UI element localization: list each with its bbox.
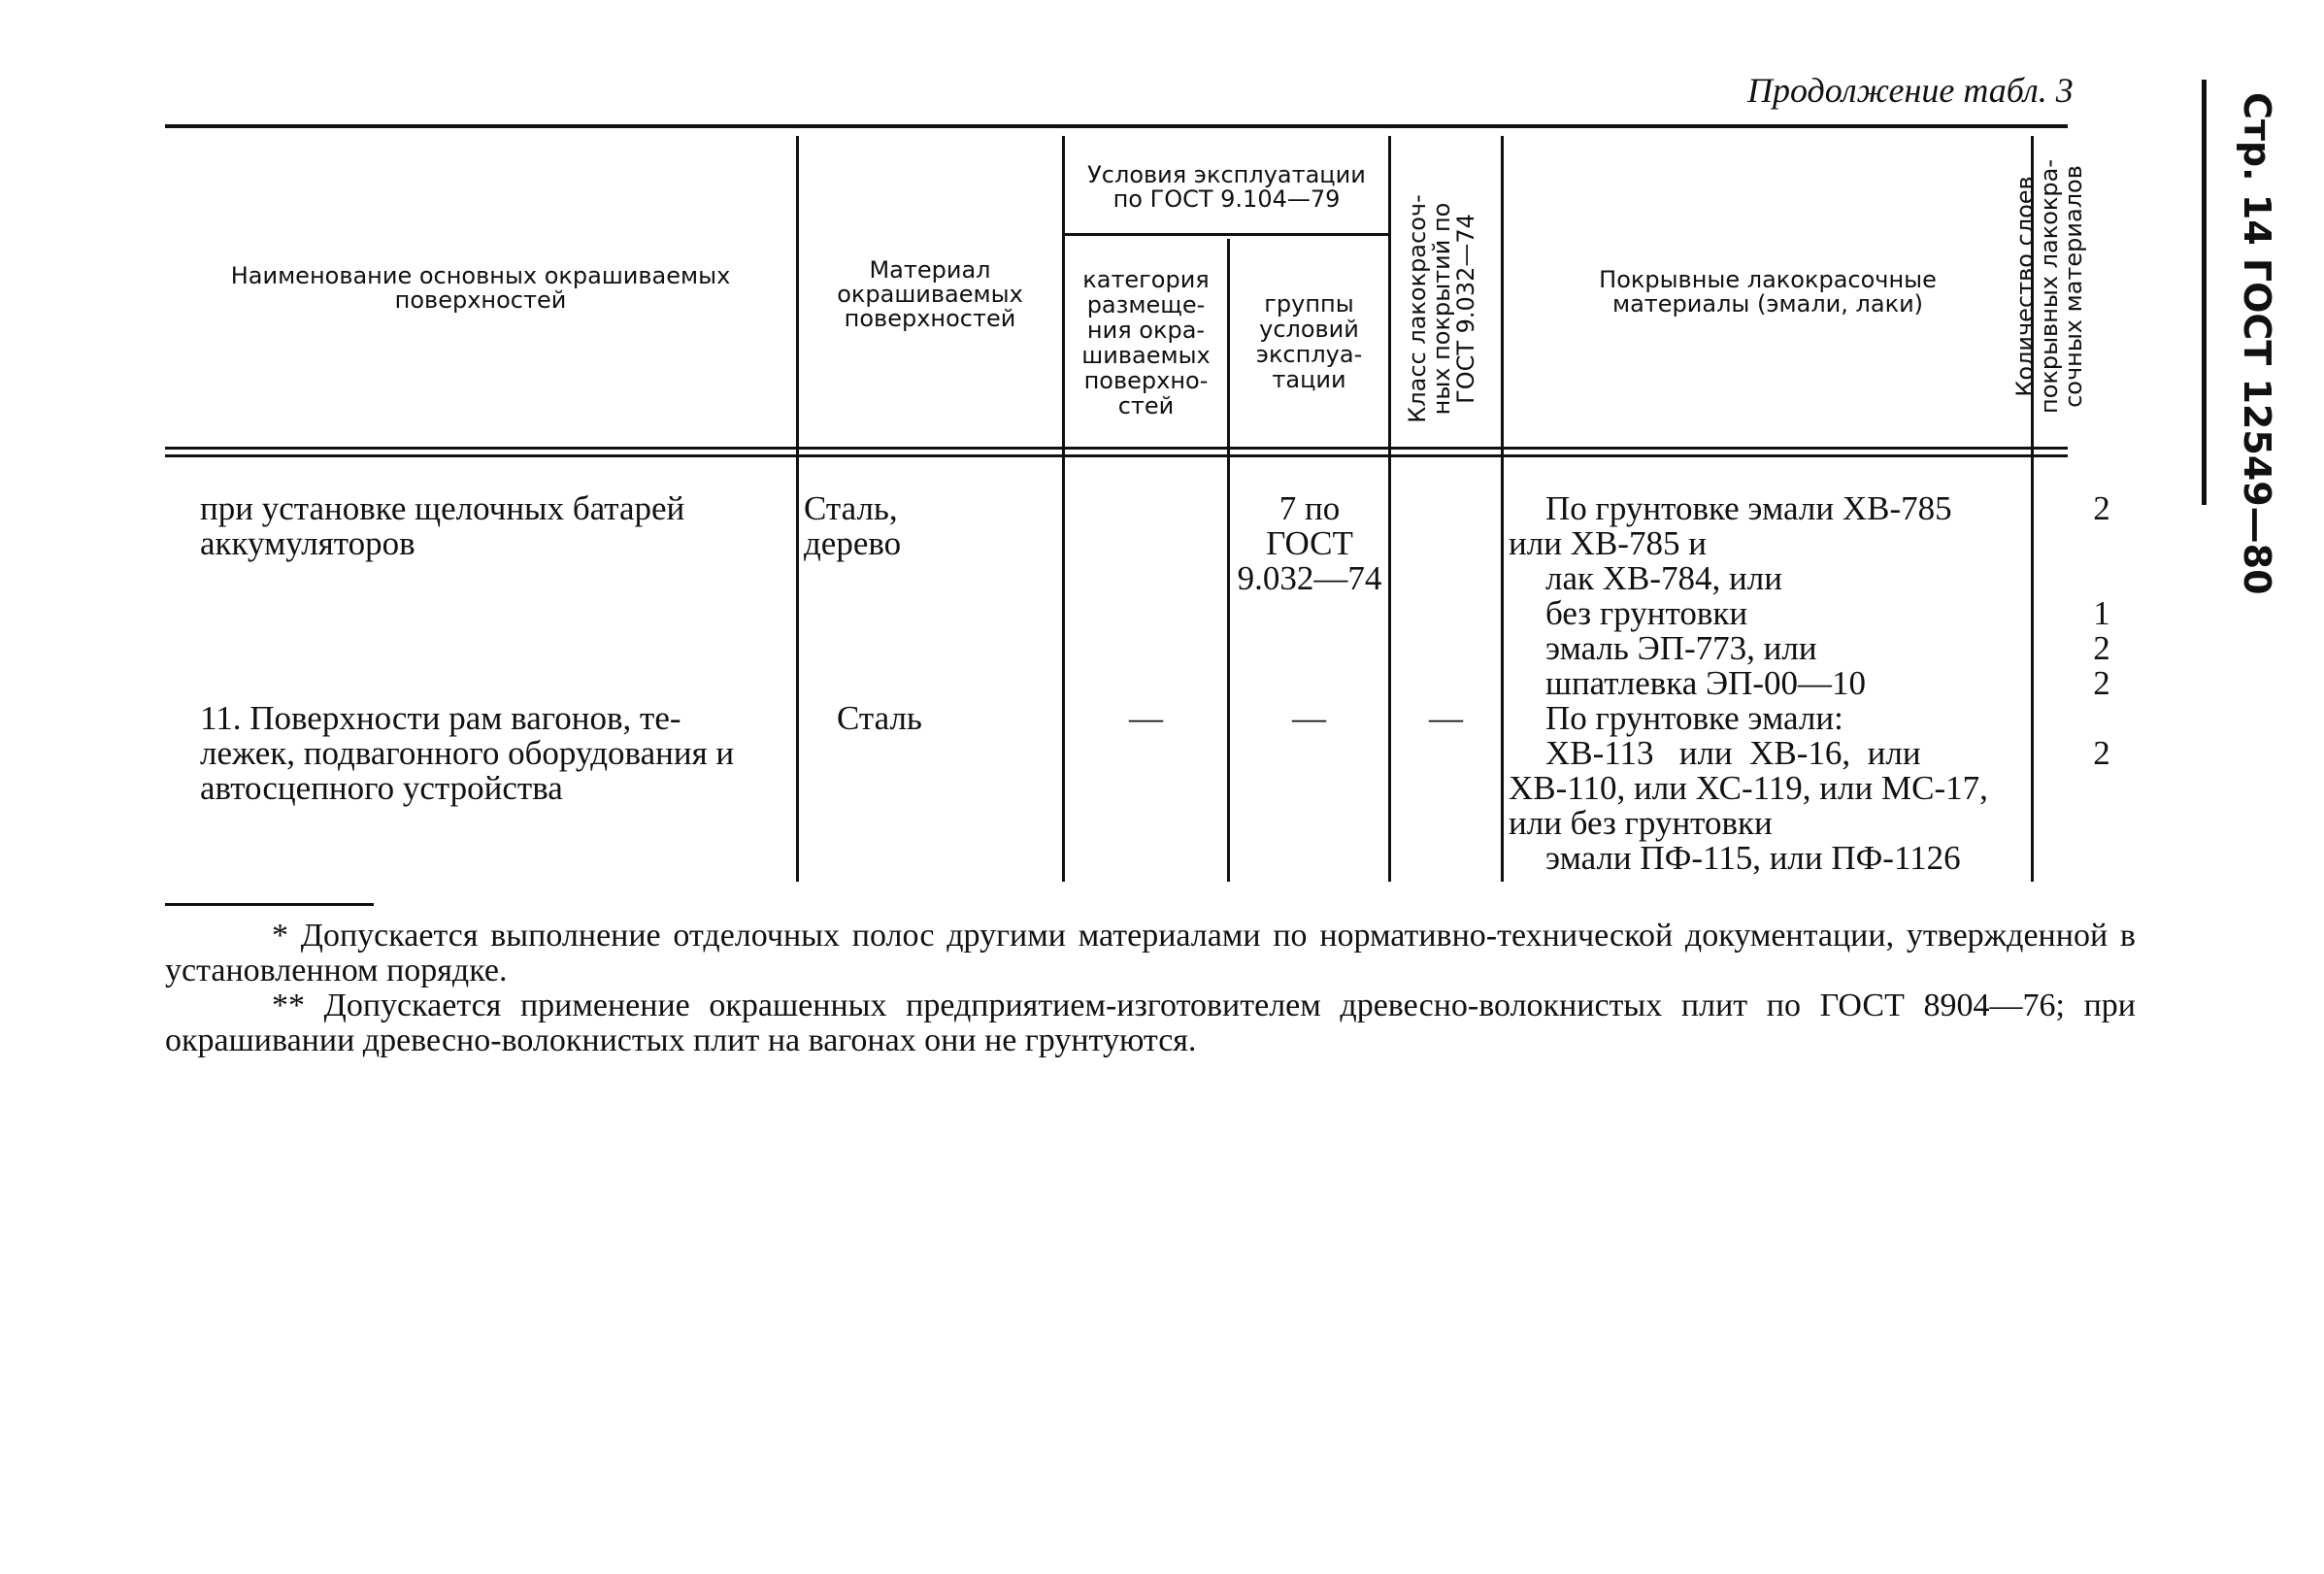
row2-material: Сталь <box>837 699 922 737</box>
header-conditions-group: Условия эксплуатации по ГОСТ 9.104—79 <box>1087 161 1366 213</box>
row2-material-line-5: эмали ПФ-115, или ПФ-1126 <box>1545 839 1961 877</box>
row1-layers-6: 2 <box>2093 664 2110 702</box>
row1-layers-1: 2 <box>2093 489 2110 527</box>
header-surfaces: Наименование основных окрашиваемых поверхностей <box>230 262 731 314</box>
header-bottom-rule-2 <box>165 454 2068 457</box>
footnote-1: * Допускается выполнение отделочных полос другими материалами по нормативно-технической документации, утвержденной в установленном порядке. <box>165 918 2136 988</box>
row1-layers-4: 1 <box>2093 594 2110 632</box>
header-coating-class: Класс лакокрасоч- ных покрытий по ГОСТ 9.032—74 <box>1404 194 1479 423</box>
row2-material-line-4: или без грунтовки <box>1509 804 1773 842</box>
side-label-rule <box>2202 80 2207 505</box>
row1-material-line-5: эмаль ЭП-773, или <box>1545 629 1817 667</box>
footnote-rule <box>165 903 374 906</box>
row1-surface: при установке щелочных батарей аккумуляторов <box>200 489 685 562</box>
table-continuation-caption: Продолжение табл. 3 <box>1747 71 2074 110</box>
row2-surface: 11. Поверхности рам вагонов, те- лежек, подвагонного оборудования и автосцепного устройства <box>200 699 735 807</box>
table-top-rule <box>165 124 2068 128</box>
footnote-2: ** Допускается применение окрашенных предприятием-изготовителем древесно-волокнистых плит по ГОСТ 8904—76; при окрашивании древесно-волокнистых плит на вагонах они не грунтуются. <box>165 988 2136 1058</box>
header-category: категория размеще- ния окра- шиваемых поверхно- стей <box>1081 266 1211 419</box>
side-label-text: Стр. 14 ГОСТ 12549—80 <box>2236 92 2278 595</box>
row1-material: Сталь, дерево <box>804 489 902 562</box>
row2-coating-class: — <box>1429 699 1463 737</box>
header-groups: группы условий эксплуа- тации <box>1255 290 1363 393</box>
row1-material-line-1: По грунтовке эмали ХВ-785 <box>1545 489 1952 527</box>
header-coating-materials: Покрывные лакокрасочные материалы (эмали, лаки) <box>1599 266 1937 318</box>
row2-groups: — <box>1292 699 1326 737</box>
header-bottom-rule-1 <box>165 447 2068 450</box>
row2-material-line-1: По грунтовке эмали: <box>1545 699 1843 737</box>
page-side-label <box>2223 78 2291 595</box>
row2-material-line-3: ХВ-110, или ХС-119, или МС-17, <box>1509 769 1988 807</box>
col-rule-5 <box>1501 136 1504 882</box>
header-layers: Количество слоев покрывных лакокра- сочных материалов <box>2011 159 2087 414</box>
row1-material-line-6: шпатлевка ЭП-00—10 <box>1545 664 1867 702</box>
row2-category: — <box>1129 699 1163 737</box>
col-rule-4 <box>1388 136 1391 882</box>
row2-material-line-2: ХВ-113 или ХВ-16, или <box>1545 734 1921 772</box>
row1-material-line-3: лак ХВ-784, или <box>1545 559 1782 597</box>
row2-layers-2: 2 <box>2093 734 2110 772</box>
row1-material-line-2: или ХВ-785 и <box>1509 524 1707 562</box>
header-material: Материал окрашиваемых поверхностей <box>837 256 1023 332</box>
col-rule-2 <box>1062 136 1065 882</box>
col-rule-1 <box>796 136 799 882</box>
row1-groups: 7 по ГОСТ 9.032—74 <box>1237 489 1382 597</box>
row1-layers-5: 2 <box>2093 629 2110 667</box>
row1-material-line-4: без грунтовки <box>1545 594 1748 632</box>
conditions-subheader-rule <box>1062 233 1388 236</box>
